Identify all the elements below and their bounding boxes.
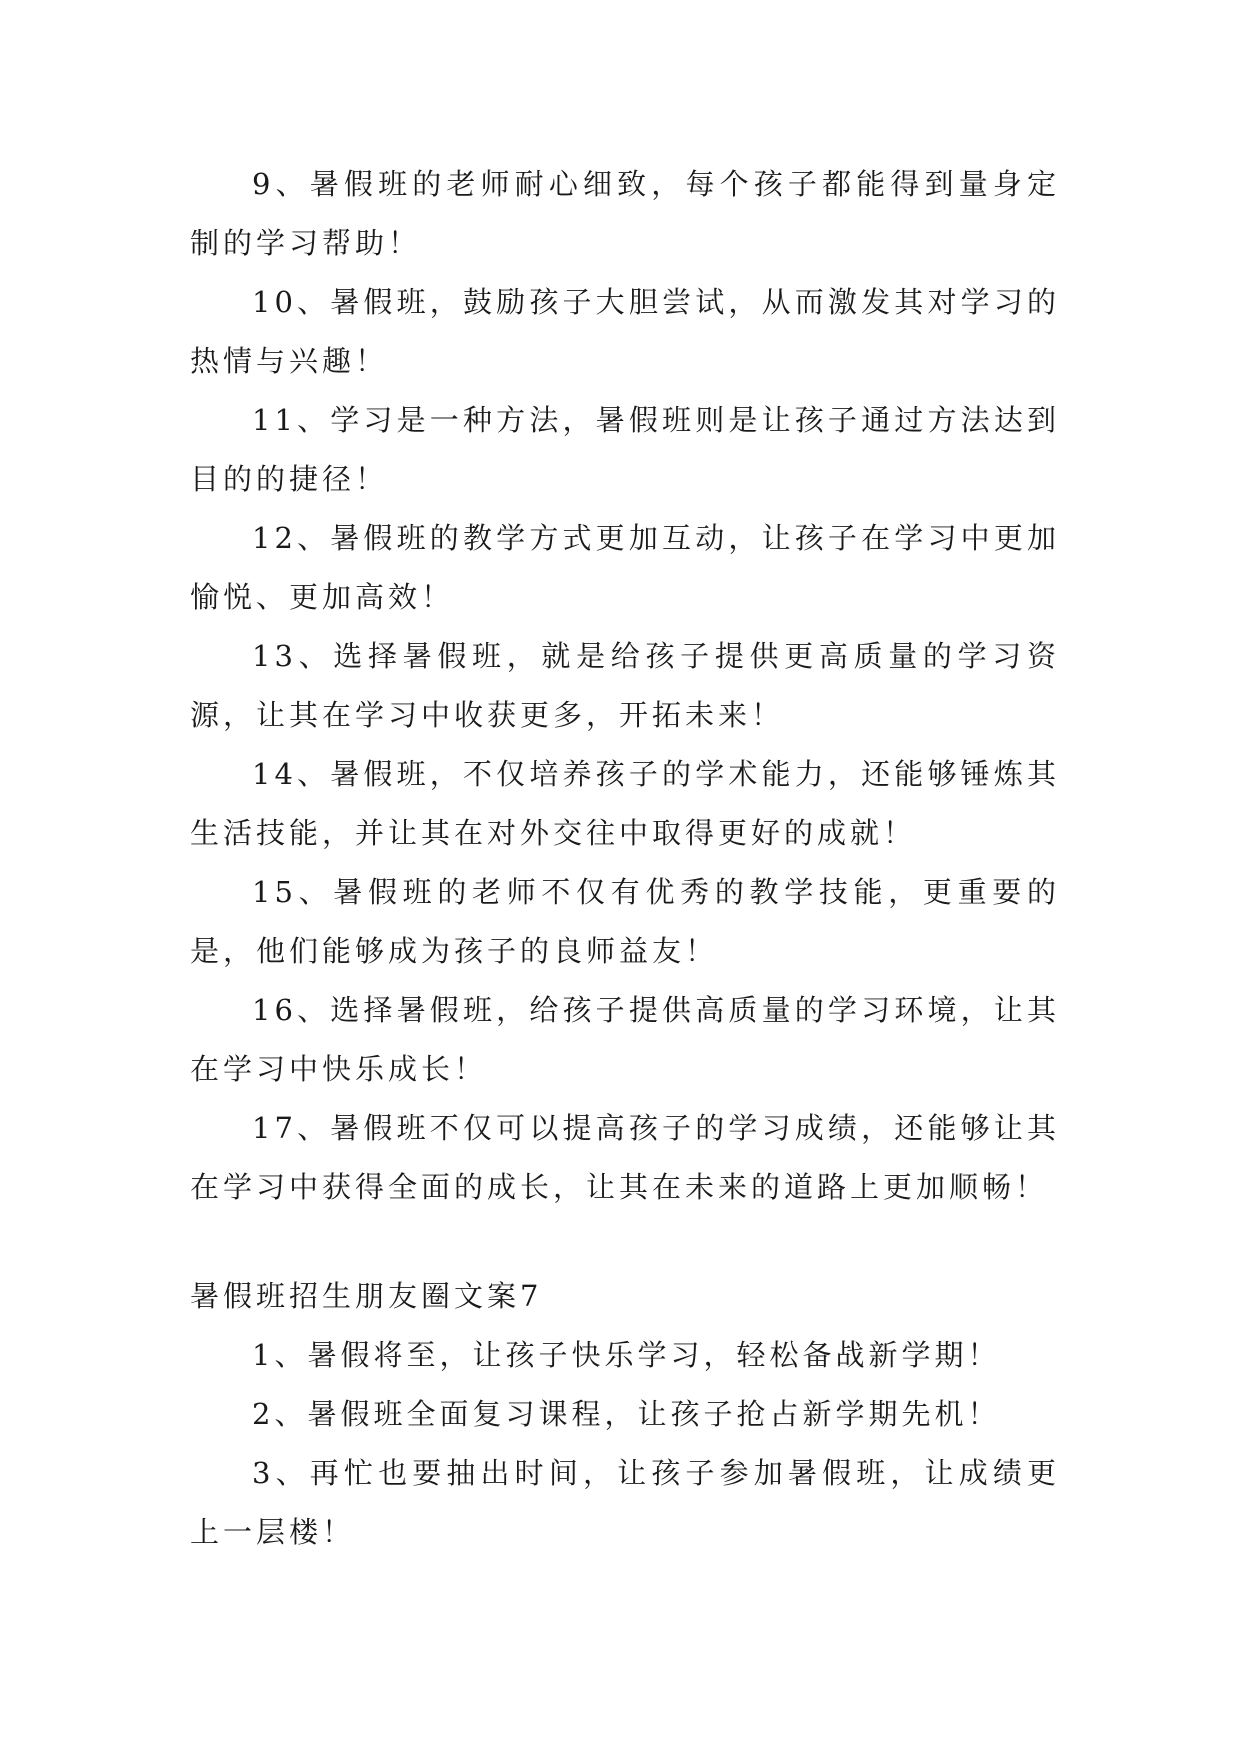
list-item: 15、暑假班的老师不仅有优秀的教学技能，更重要的是，他们能够成为孩子的良师益友！ xyxy=(190,875,1060,968)
list-item: 16、选择暑假班，给孩子提供高质量的学习环境，让其在学习中快乐成长！ xyxy=(190,993,1060,1086)
list-item: 13、选择暑假班，就是给孩子提供更高质量的学习资源，让其在学习中收获更多，开拓未来！ xyxy=(190,639,1060,732)
list-item: 17、暑假班不仅可以提高孩子的学习成绩，还能够让其在学习中获得全面的成长，让其在未来的道路上更加顺畅！ xyxy=(190,1111,1060,1204)
list-item: 11、学习是一种方法，暑假班则是让孩子通过方法达到目的的捷径！ xyxy=(190,403,1060,496)
document-body xyxy=(190,155,1060,1562)
list-item: 12、暑假班的教学方式更加互动，让孩子在学习中更加愉悦、更加高效！ xyxy=(190,521,1060,614)
list-item: 2、暑假班全面复习课程，让孩子抢占新学期先机！ xyxy=(252,1397,1001,1431)
list-item: 14、暑假班，不仅培养孩子的学术能力，还能够锤炼其生活技能，并让其在对外交往中取得更好的成就！ xyxy=(190,757,1060,850)
list-item: 3、再忙也要抽出时间，让孩子参加暑假班，让成绩更上一层楼！ xyxy=(190,1456,1060,1549)
list-item: 1、暑假将至，让孩子快乐学习，轻松备战新学期！ xyxy=(252,1338,1001,1372)
section-heading: 暑假班招生朋友圈文案7 xyxy=(190,1279,543,1313)
list-item: 9、暑假班的老师耐心细致，每个孩子都能得到量身定制的学习帮助！ xyxy=(190,167,1060,260)
list-item: 10、暑假班，鼓励孩子大胆尝试，从而激发其对学习的热情与兴趣！ xyxy=(190,285,1060,378)
